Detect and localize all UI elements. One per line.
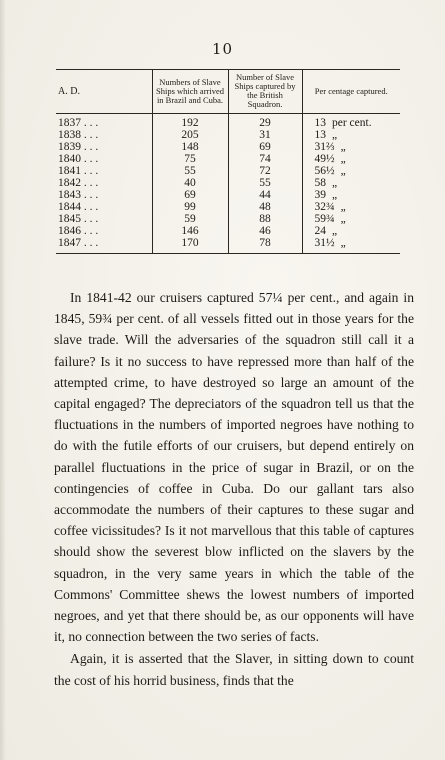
year-value: 1839 (58, 141, 81, 153)
leader-dots: . . . (81, 141, 99, 153)
percentage-cell (302, 129, 400, 141)
captured-cell: 69 (228, 141, 302, 153)
captured-cell: 55 (228, 177, 302, 189)
captured-cell: 78 (228, 237, 302, 254)
percentage-suffix: „ (332, 225, 338, 237)
table-row (56, 177, 400, 189)
leader-dots: . . . (81, 237, 99, 249)
leader-dots: . . . (81, 153, 99, 165)
table-row (56, 237, 400, 254)
percentage-suffix: „ (340, 201, 346, 213)
percentage-value: 49½ (314, 153, 335, 165)
percentage-value: 31½ (314, 237, 335, 249)
captured-cell: 88 (228, 213, 302, 225)
arrived-cell: 55 (152, 165, 228, 177)
percentage-value: 39 (314, 189, 326, 201)
percentage-cell (302, 114, 400, 130)
body-text (54, 287, 414, 691)
arrived-cell: 40 (152, 177, 228, 189)
percentage-cell (302, 177, 400, 189)
captured-cell: 72 (228, 165, 302, 177)
header-arrived: Numbers of Slave Ships which arrived in Brazil and Cuba. (152, 70, 228, 114)
year-value: 1846 (58, 225, 81, 237)
percentage-suffix: „ (332, 189, 338, 201)
percentage-suffix: „ (332, 129, 338, 141)
captured-cell: 48 (228, 201, 302, 213)
page-edge (0, 0, 6, 760)
arrived-cell: 192 (152, 114, 228, 130)
percentage-suffix: „ (340, 165, 346, 177)
percentage-value: 13 (314, 117, 326, 129)
leader-dots: . . . (81, 189, 99, 201)
percentage-suffix: „ (340, 237, 346, 249)
paragraph: In 1841-42 our cruisers captured 57¼ per cent., and again in 1845, 59¾ per cent. of all vessels fitted out in those years for the slave trade. Will the adversaries of the squadron still call it a failure? Is it no success to have repressed more than half of the attempted crime, to have destroyed so large an amount of the capital engaged? The depreciators of the squadron tell us that the fluctuations in the numbers of imported negroes have nothing to do with the futile efforts of our cruisers, but depend entirely on parallel fluctuations in the price of sugar in Brazil, or on the contingencies of coffee in Cuba. Do our gallant tars also accommodate the numbers of their captures to these sugar and coffee vicissitudes? Is it not marvellous that this table of captures should show the severest blow inflicted on the slavers by the squadron, in the very same years in which the table of the Commons' Committee shews the lowest numbers of imported negroes, and yet that there should be, as our opponents will have it, no connection between the two series of facts. (54, 290, 414, 645)
percentage-value: 56½ (314, 165, 335, 177)
captured-cell: 46 (228, 225, 302, 237)
percentage-value: 32¾ (314, 201, 335, 213)
year-cell (56, 165, 152, 177)
captured-cell: 29 (228, 114, 302, 130)
percentage-cell (302, 213, 400, 225)
arrived-cell: 205 (152, 129, 228, 141)
year-cell (56, 213, 152, 225)
year-value: 1845 (58, 213, 81, 225)
leader-dots: . . . (81, 201, 99, 213)
year-value: 1843 (58, 189, 81, 201)
leader-dots: . . . (81, 225, 99, 237)
table-row (56, 225, 400, 237)
percentage-suffix: „ (340, 141, 346, 153)
percentage-cell (302, 225, 400, 237)
percentage-cell (302, 237, 400, 254)
table-body (56, 114, 400, 254)
arrived-cell: 148 (152, 141, 228, 153)
percentage-suffix: „ (340, 153, 346, 165)
year-cell (56, 177, 152, 189)
year-cell (56, 237, 152, 254)
leader-dots: . . . (81, 177, 99, 189)
year-cell (56, 201, 152, 213)
leader-dots: . . . (81, 165, 99, 177)
year-cell (56, 141, 152, 153)
percentage-cell (302, 141, 400, 153)
leader-dots: . . . (81, 117, 99, 129)
table-row (56, 141, 400, 153)
arrived-cell: 146 (152, 225, 228, 237)
year-value: 1838 (58, 129, 81, 141)
leader-dots: . . . (81, 129, 99, 141)
percentage-value: 31⅔ (314, 141, 335, 153)
percentage-suffix: „ (340, 213, 346, 225)
header-year: A. D. (56, 70, 152, 114)
percentage-suffix: per cent. (332, 117, 372, 129)
table-row (56, 189, 400, 201)
year-cell (56, 225, 152, 237)
percentage-suffix: „ (332, 177, 338, 189)
slave-ship-table (56, 69, 400, 254)
table-row (56, 114, 400, 130)
arrived-cell: 69 (152, 189, 228, 201)
year-value: 1844 (58, 201, 81, 213)
percentage-value: 59¾ (314, 213, 335, 225)
year-value: 1837 (58, 117, 81, 129)
year-value: 1841 (58, 165, 81, 177)
percentage-value: 24 (314, 225, 326, 237)
table-row (56, 153, 400, 165)
percentage-cell (302, 201, 400, 213)
table-row (56, 129, 400, 141)
table-row (56, 201, 400, 213)
year-cell (56, 153, 152, 165)
year-cell (56, 129, 152, 141)
captured-cell: 74 (228, 153, 302, 165)
year-cell (56, 114, 152, 130)
year-value: 1840 (58, 153, 81, 165)
table-header-row (56, 70, 400, 114)
captured-cell: 31 (228, 129, 302, 141)
leader-dots: . . . (81, 213, 99, 225)
percentage-cell (302, 165, 400, 177)
percentage-cell (302, 189, 400, 201)
paragraph: Again, it is asserted that the Slaver, in sitting down to count the cost of his horrid business, finds that the (54, 651, 414, 688)
table-row (56, 165, 400, 177)
header-captured: Number of Slave Ships captured by the British Squadron. (228, 70, 302, 114)
percentage-value: 13 (314, 129, 326, 141)
percentage-value: 58 (314, 177, 326, 189)
arrived-cell: 99 (152, 201, 228, 213)
year-value: 1847 (58, 237, 81, 249)
captured-cell: 44 (228, 189, 302, 201)
percentage-cell (302, 153, 400, 165)
year-cell (56, 189, 152, 201)
arrived-cell: 170 (152, 237, 228, 254)
arrived-cell: 59 (152, 213, 228, 225)
year-value: 1842 (58, 177, 81, 189)
table-row (56, 213, 400, 225)
arrived-cell: 75 (152, 153, 228, 165)
header-percentage: Per centage captured. (302, 70, 400, 114)
page-number: 10 (211, 40, 234, 58)
